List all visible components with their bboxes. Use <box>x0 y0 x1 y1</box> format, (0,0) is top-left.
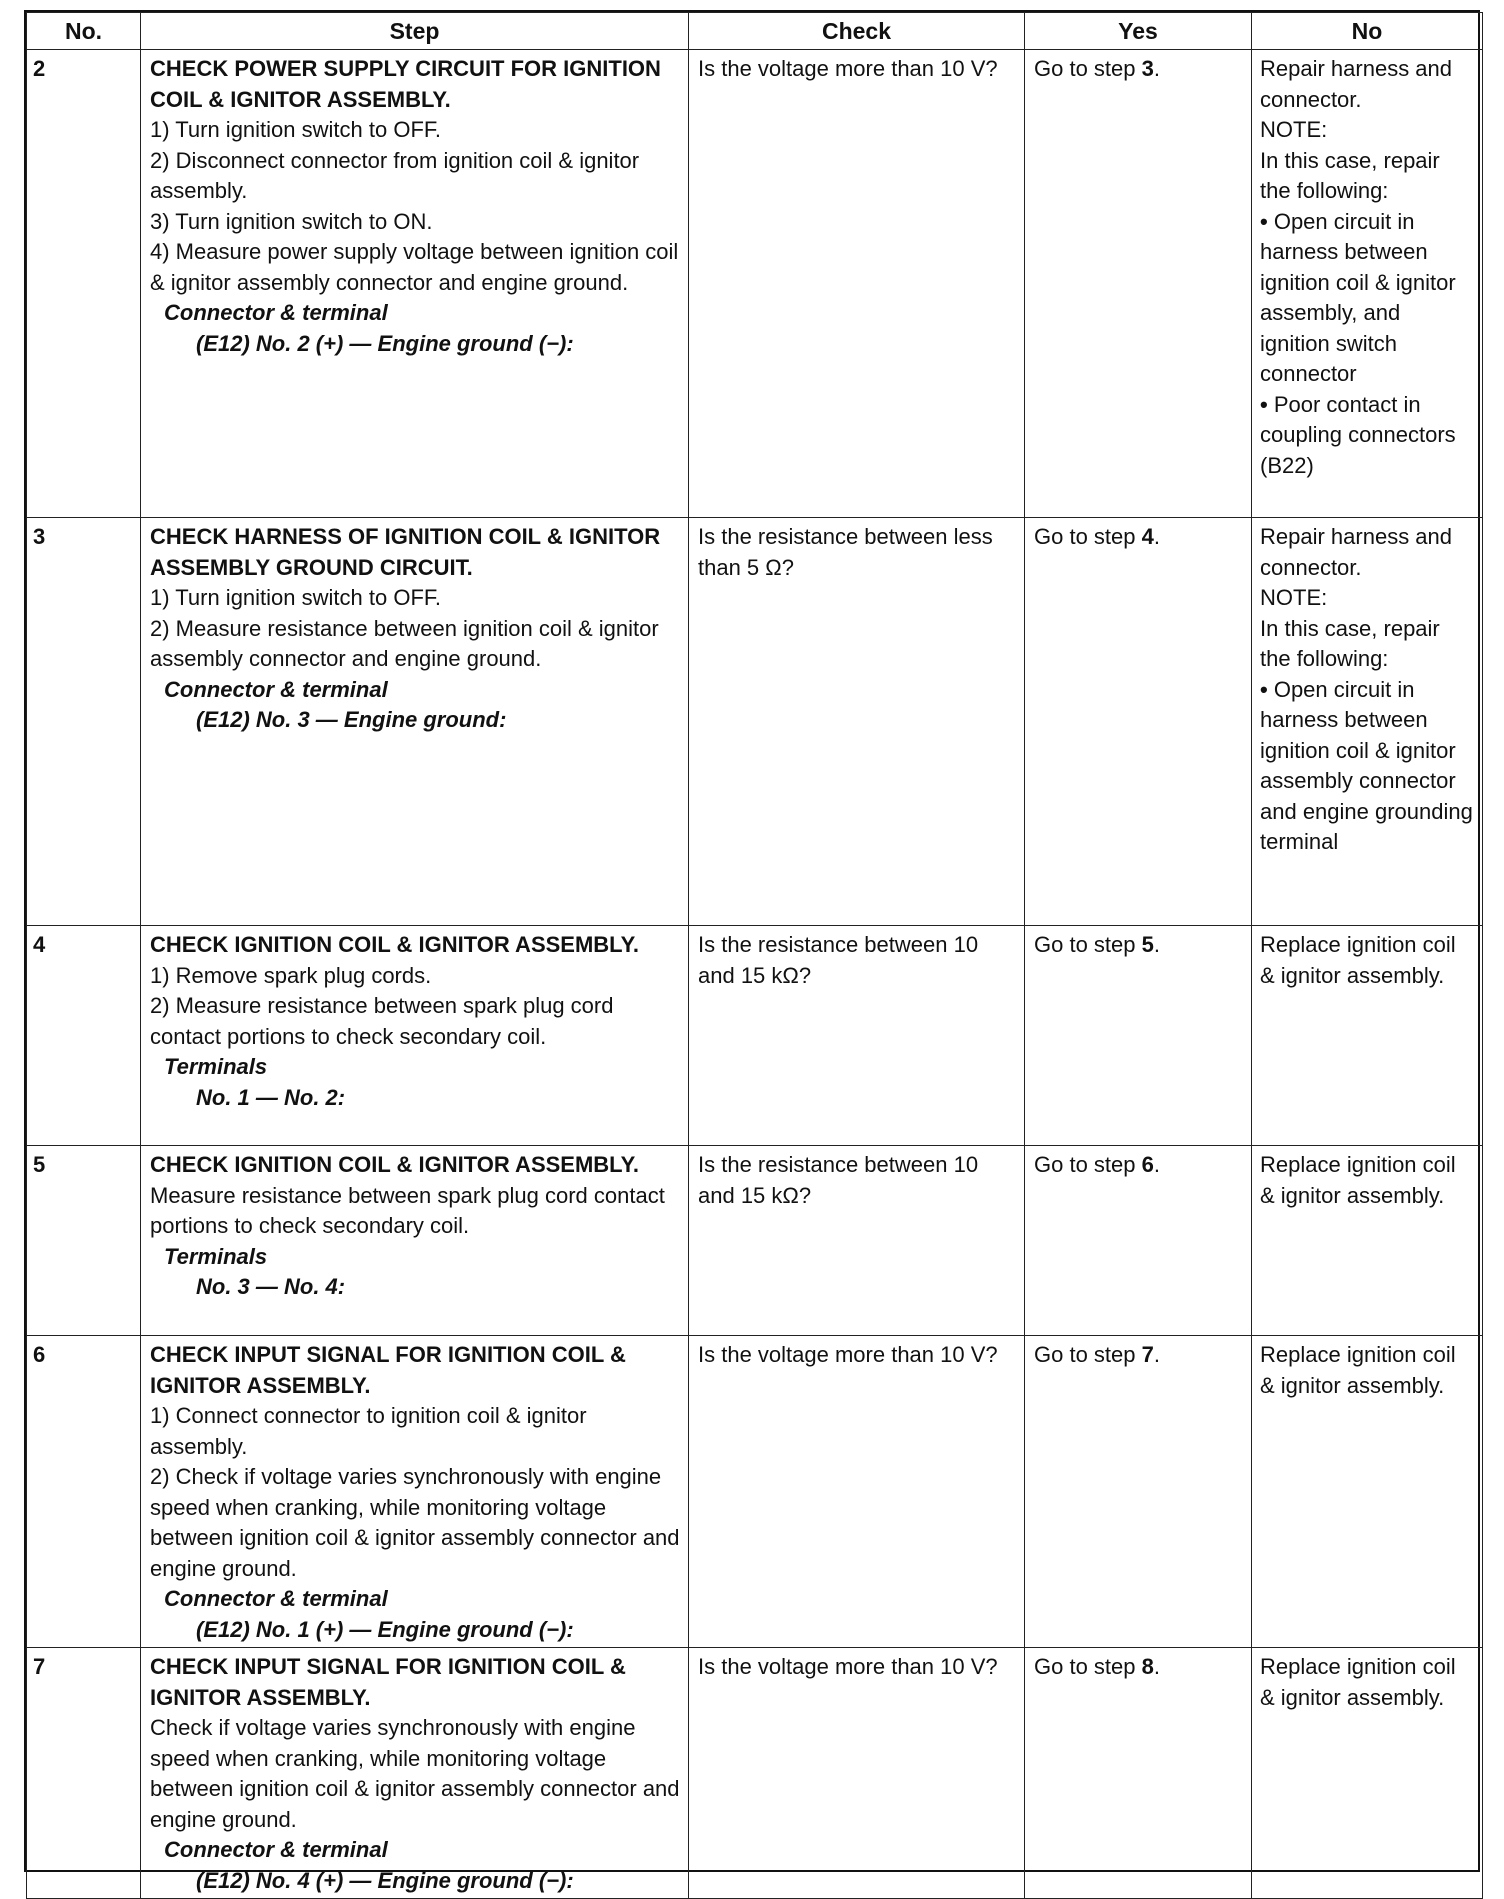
yes-text: Go to step <box>1034 1654 1142 1679</box>
yes-step-number: 5 <box>1141 932 1154 957</box>
connector-label: Connector & terminal <box>164 300 388 325</box>
no-action-line: Replace ignition coil & ignitor assembly. <box>1260 1152 1456 1208</box>
yes-step-number: 4 <box>1141 524 1154 549</box>
yes-text: Go to step <box>1034 524 1142 549</box>
step-instruction: 2) Check if voltage varies synchronously with engine speed when cranking, while monitoring voltage between ignition coil & ignitor assembly connector and engine ground. <box>150 1464 680 1581</box>
no-action-line: In this case, repair the following: <box>1260 147 1440 203</box>
no-cell <box>1252 1146 1483 1336</box>
step-instruction: 2) Measure resistance between ignition coil & ignitor assembly connector and engine ground. <box>150 615 659 671</box>
step-title: CHECK IGNITION COIL & IGNITOR ASSEMBLY. <box>150 932 639 957</box>
yes-cell: Go to step 5. <box>1025 926 1252 1146</box>
step-number: 4 <box>27 926 141 1146</box>
step-cell <box>141 926 689 1146</box>
step-number: 2 <box>27 50 141 518</box>
yes-text: Go to step <box>1034 1342 1142 1367</box>
step-instruction: 1) Turn ignition switch to OFF. <box>150 117 441 142</box>
step-title: CHECK IGNITION COIL & IGNITOR ASSEMBLY. <box>150 1152 639 1177</box>
no-cell <box>1252 518 1483 926</box>
step-cell <box>141 1336 689 1648</box>
step-instruction: 1) Remove spark plug cords. <box>150 962 432 988</box>
no-action-bullet: • Poor contact in coupling connectors (B22) <box>1260 390 1474 482</box>
no-action-bullet: • Open circuit in harness between ignition coil & ignitor assembly, and ignition switch connector <box>1260 207 1474 390</box>
table-row <box>27 1146 1483 1336</box>
step-instruction: Check if voltage varies synchronously with engine speed when cranking, while monitoring voltage between ignition coil & ignitor assembly connector and engine ground. <box>150 1715 680 1832</box>
yes-cell: Go to step 4. <box>1025 518 1252 926</box>
no-action-line: Replace ignition coil & ignitor assembly. <box>1260 1342 1456 1398</box>
step-number: 6 <box>27 1336 141 1648</box>
terminal-spec: No. 1 — No. 2: <box>196 1084 346 1110</box>
header-step: Step <box>141 13 689 50</box>
yes-text: Go to step <box>1034 932 1142 957</box>
step-instruction: 2) Measure resistance between spark plug cord contact portions to check secondary coil. <box>150 993 614 1049</box>
connector-label: Connector & terminal <box>164 1586 388 1611</box>
step-instruction: 1) Connect connector to ignition coil & ignitor assembly. <box>150 1403 587 1459</box>
step-instruction: 3) Turn ignition switch to ON. <box>150 208 433 234</box>
header-no-action: No <box>1252 13 1483 50</box>
step-number: 7 <box>27 1648 141 1899</box>
step-title: CHECK INPUT SIGNAL FOR IGNITION COIL & IGNITOR ASSEMBLY. <box>150 1342 626 1398</box>
no-action-bullet: • Open circuit in harness between ignition coil & ignitor assembly connector and engine grounding terminal <box>1260 675 1474 858</box>
step-cell <box>141 50 689 518</box>
check-cell: Is the resistance between 10 and 15 kΩ? <box>689 926 1025 1146</box>
header-no: No. <box>27 13 141 50</box>
step-instruction: 1) Turn ignition switch to OFF. <box>150 585 441 610</box>
yes-step-number: 8 <box>1141 1654 1154 1679</box>
no-action-line: Repair harness and connector. <box>1260 524 1453 580</box>
yes-step-number: 7 <box>1141 1342 1154 1367</box>
no-action-line: In this case, repair the following: <box>1260 615 1440 671</box>
table-row <box>27 926 1483 1146</box>
header-check: Check <box>689 13 1025 50</box>
no-cell <box>1252 926 1483 1146</box>
no-action-line: Replace ignition coil & ignitor assembly. <box>1260 932 1456 988</box>
step-number: 3 <box>27 518 141 926</box>
connector-label: Terminals <box>164 1243 268 1269</box>
connector-label: Terminals <box>164 1054 268 1079</box>
step-title: CHECK POWER SUPPLY CIRCUIT FOR IGNITION COIL & IGNITOR ASSEMBLY. <box>150 56 661 112</box>
step-instruction: 2) Disconnect connector from ignition coil & ignitor assembly. <box>150 147 640 203</box>
no-action-line: NOTE: <box>1260 585 1328 610</box>
yes-cell: Go to step 3. <box>1025 50 1252 518</box>
step-instruction: Measure resistance between spark plug cord contact portions to check secondary coil. <box>150 1182 665 1238</box>
step-instruction: 4) Measure power supply voltage between ignition coil & ignitor assembly connector and engine ground. <box>150 239 679 295</box>
terminal-spec: (E12) No. 3 — Engine ground: <box>196 707 507 732</box>
diagnostic-table <box>26 12 1483 1899</box>
terminal-spec: (E12) No. 1 (+) — Engine ground (−): <box>196 1616 574 1642</box>
yes-text: Go to step <box>1034 56 1142 81</box>
connector-label: Connector & terminal <box>164 676 388 702</box>
step-title: CHECK INPUT SIGNAL FOR IGNITION COIL & IGNITOR ASSEMBLY. <box>150 1654 626 1710</box>
yes-cell: Go to step 7. <box>1025 1336 1252 1648</box>
check-cell: Is the voltage more than 10 V? <box>689 50 1025 518</box>
no-action-line: Repair harness and connector. <box>1260 56 1453 112</box>
table-row <box>27 518 1483 926</box>
yes-cell: Go to step 6. <box>1025 1146 1252 1336</box>
diagnostic-procedure-sheet <box>24 10 1480 1893</box>
step-cell <box>141 518 689 926</box>
no-action-line: Replace ignition coil & ignitor assembly. <box>1260 1654 1456 1710</box>
table-row <box>27 50 1483 518</box>
check-cell: Is the resistance between 10 and 15 kΩ? <box>689 1146 1025 1336</box>
yes-cell: Go to step 8. <box>1025 1648 1252 1899</box>
table-header-row <box>27 13 1483 50</box>
yes-text: Go to step <box>1034 1152 1142 1177</box>
table-row <box>27 1648 1483 1899</box>
no-cell <box>1252 1336 1483 1648</box>
step-title: CHECK HARNESS OF IGNITION COIL & IGNITOR ASSEMBLY GROUND CIRCUIT. <box>150 524 661 580</box>
step-cell <box>141 1648 689 1899</box>
terminal-spec: (E12) No. 4 (+) — Engine ground (−): <box>196 1867 574 1893</box>
yes-step-number: 3 <box>1141 56 1154 81</box>
step-cell <box>141 1146 689 1336</box>
no-cell <box>1252 1648 1483 1899</box>
yes-step-number: 6 <box>1141 1152 1154 1177</box>
check-cell: Is the resistance between less than 5 Ω? <box>689 518 1025 926</box>
no-cell <box>1252 50 1483 518</box>
step-number: 5 <box>27 1146 141 1336</box>
header-yes: Yes <box>1025 13 1252 50</box>
terminal-spec: No. 3 — No. 4: <box>196 1274 346 1299</box>
terminal-spec: (E12) No. 2 (+) — Engine ground (−): <box>196 330 574 356</box>
no-action-line: NOTE: <box>1260 117 1328 142</box>
check-cell: Is the voltage more than 10 V? <box>689 1648 1025 1899</box>
check-cell: Is the voltage more than 10 V? <box>689 1336 1025 1648</box>
connector-label: Connector & terminal <box>164 1837 388 1862</box>
table-row <box>27 1336 1483 1648</box>
